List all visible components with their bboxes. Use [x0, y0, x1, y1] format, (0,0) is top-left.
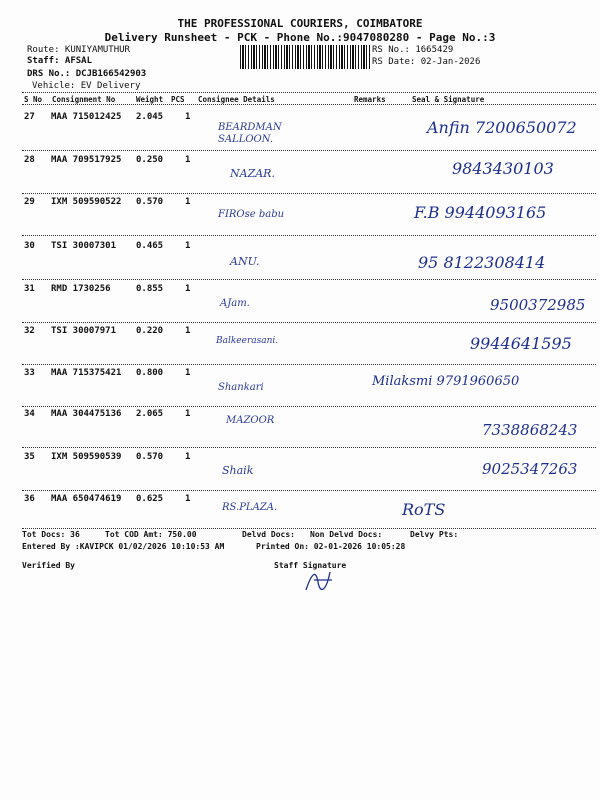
- col-remarks: Remarks: [354, 95, 386, 104]
- row-pcs: 1: [185, 409, 191, 419]
- verified-by-label: Verified By: [22, 561, 75, 570]
- total-cod-amount: Tot COD Amt: 750.00: [105, 530, 197, 539]
- drs-label: DRS No.: DCJB166542903: [27, 69, 147, 79]
- row-weight: 0.855: [136, 284, 164, 294]
- col-consignee: Consignee Details: [198, 95, 275, 104]
- row-sno: 34: [24, 409, 35, 419]
- header-divider-top: [22, 92, 596, 93]
- row-consignee: Shaik: [222, 464, 254, 477]
- row-sno: 33: [24, 368, 35, 378]
- runsheet-barcode: [240, 45, 370, 69]
- table-row: [22, 486, 596, 534]
- row-weight: 0.800: [136, 368, 164, 378]
- row-consignment: RMD 1730256: [51, 284, 111, 294]
- table-row: [22, 444, 596, 492]
- staff-signature-label: Staff Signature: [274, 561, 347, 570]
- row-pcs: 1: [185, 368, 191, 378]
- route-label: Route: KUNIYAMUTHUR: [27, 45, 130, 55]
- row-consignment: MAA 709517925: [51, 155, 122, 165]
- table-row: [22, 147, 596, 195]
- row-signature: 9025347263: [482, 460, 578, 478]
- row-signature: F.B 9944093165: [414, 203, 547, 222]
- row-signature: 9500372985: [490, 296, 586, 314]
- col-pcs: PCS: [171, 95, 185, 104]
- row-weight: 0.465: [136, 241, 164, 251]
- row-signature: Milaksmi 9791960650: [372, 374, 520, 389]
- row-pcs: 1: [185, 241, 191, 251]
- entered-by: Entered By :KAVIPCK 01/02/2026 10:10:53 AM: [22, 542, 225, 551]
- row-weight: 0.220: [136, 326, 164, 336]
- col-consignment: Consignment No: [52, 95, 116, 104]
- delivered-docs: Delvd Docs:: [242, 530, 295, 539]
- row-pcs: 1: [185, 452, 191, 462]
- row-weight: 0.570: [136, 197, 164, 207]
- row-consignment: IXM 509590539: [51, 452, 122, 462]
- row-consignee: Shankari: [218, 382, 264, 393]
- row-sno: 31: [24, 284, 35, 294]
- row-consignee: BEARDMAN SALLOON.: [218, 122, 282, 145]
- table-row: [22, 276, 596, 324]
- table-row: [22, 189, 596, 237]
- table-row: [22, 233, 596, 281]
- row-signature: 95 8122308414: [418, 253, 546, 272]
- row-signature: RoTS: [402, 500, 446, 519]
- col-signature: Seal & Signature: [412, 95, 485, 104]
- table-row: [22, 104, 596, 152]
- row-sno: 36: [24, 494, 35, 504]
- row-signature: Anfin 7200650072: [427, 118, 577, 137]
- row-sno: 28: [24, 155, 35, 165]
- row-consignee: FIROse babu: [218, 209, 285, 220]
- row-consignee: Balkeerasani.: [216, 336, 279, 346]
- printed-on: Printed On: 02-01-2026 10:05:28: [256, 542, 406, 551]
- row-weight: 0.250: [136, 155, 164, 165]
- row-consignee: NAZAR.: [230, 167, 275, 180]
- row-consignment: TSI 30007301: [51, 241, 117, 251]
- row-pcs: 1: [185, 197, 191, 207]
- staff-signature-scribble: [302, 566, 336, 596]
- row-weight: 2.045: [136, 112, 164, 122]
- row-signature: 9944641595: [470, 334, 572, 353]
- row-sno: 35: [24, 452, 35, 462]
- col-weight: Weight: [136, 95, 164, 104]
- row-signature: 7338868243: [482, 421, 578, 439]
- row-pcs: 1: [185, 326, 191, 336]
- row-pcs: 1: [185, 155, 191, 165]
- col-sno: S No: [24, 95, 43, 104]
- table-bottom-divider: [22, 528, 596, 529]
- row-consignment: MAA 650474619: [51, 494, 122, 504]
- row-sno: 30: [24, 241, 35, 251]
- row-consignment: MAA 304475136: [51, 409, 122, 419]
- row-consignment: MAA 715012425: [51, 112, 122, 122]
- row-consignment: IXM 509590522: [51, 197, 122, 207]
- row-weight: 2.065: [136, 409, 164, 419]
- row-pcs: 1: [185, 494, 191, 504]
- row-consignee: AJam.: [220, 298, 250, 309]
- delivery-points: Delvy Pts:: [410, 530, 459, 539]
- row-pcs: 1: [185, 112, 191, 122]
- total-docs: Tot Docs: 36: [22, 530, 80, 539]
- table-row: [22, 318, 596, 366]
- runsheet-subtitle: Delivery Runsheet - PCK - Phone No.:9047080280 - Page No.:3: [104, 31, 496, 44]
- row-sno: 32: [24, 326, 35, 336]
- non-delivered-docs: Non Delvd Docs:: [310, 530, 383, 539]
- row-sno: 27: [24, 112, 35, 122]
- row-consignee: RS.PLAZA.: [222, 502, 278, 513]
- row-weight: 0.570: [136, 452, 164, 462]
- company-title: THE PROFESSIONAL COURIERS, COIMBATORE: [177, 17, 423, 30]
- rs-date: RS Date: 02-Jan-2026: [372, 57, 481, 67]
- staff-label: Staff: AFSAL: [27, 56, 93, 66]
- row-consignee: ANU.: [230, 255, 260, 268]
- vehicle-label: Vehicle: EV Delivery: [32, 81, 141, 91]
- table-row: [22, 401, 596, 449]
- row-pcs: 1: [185, 284, 191, 294]
- row-consignment: MAA 715375421: [51, 368, 122, 378]
- row-consignee: MAZOOR: [226, 415, 275, 426]
- row-weight: 0.625: [136, 494, 164, 504]
- row-signature: 9843430103: [452, 159, 554, 178]
- row-sno: 29: [24, 197, 35, 207]
- rs-number: RS No.: 1665429: [372, 45, 454, 55]
- row-consignment: TSI 30007971: [51, 326, 117, 336]
